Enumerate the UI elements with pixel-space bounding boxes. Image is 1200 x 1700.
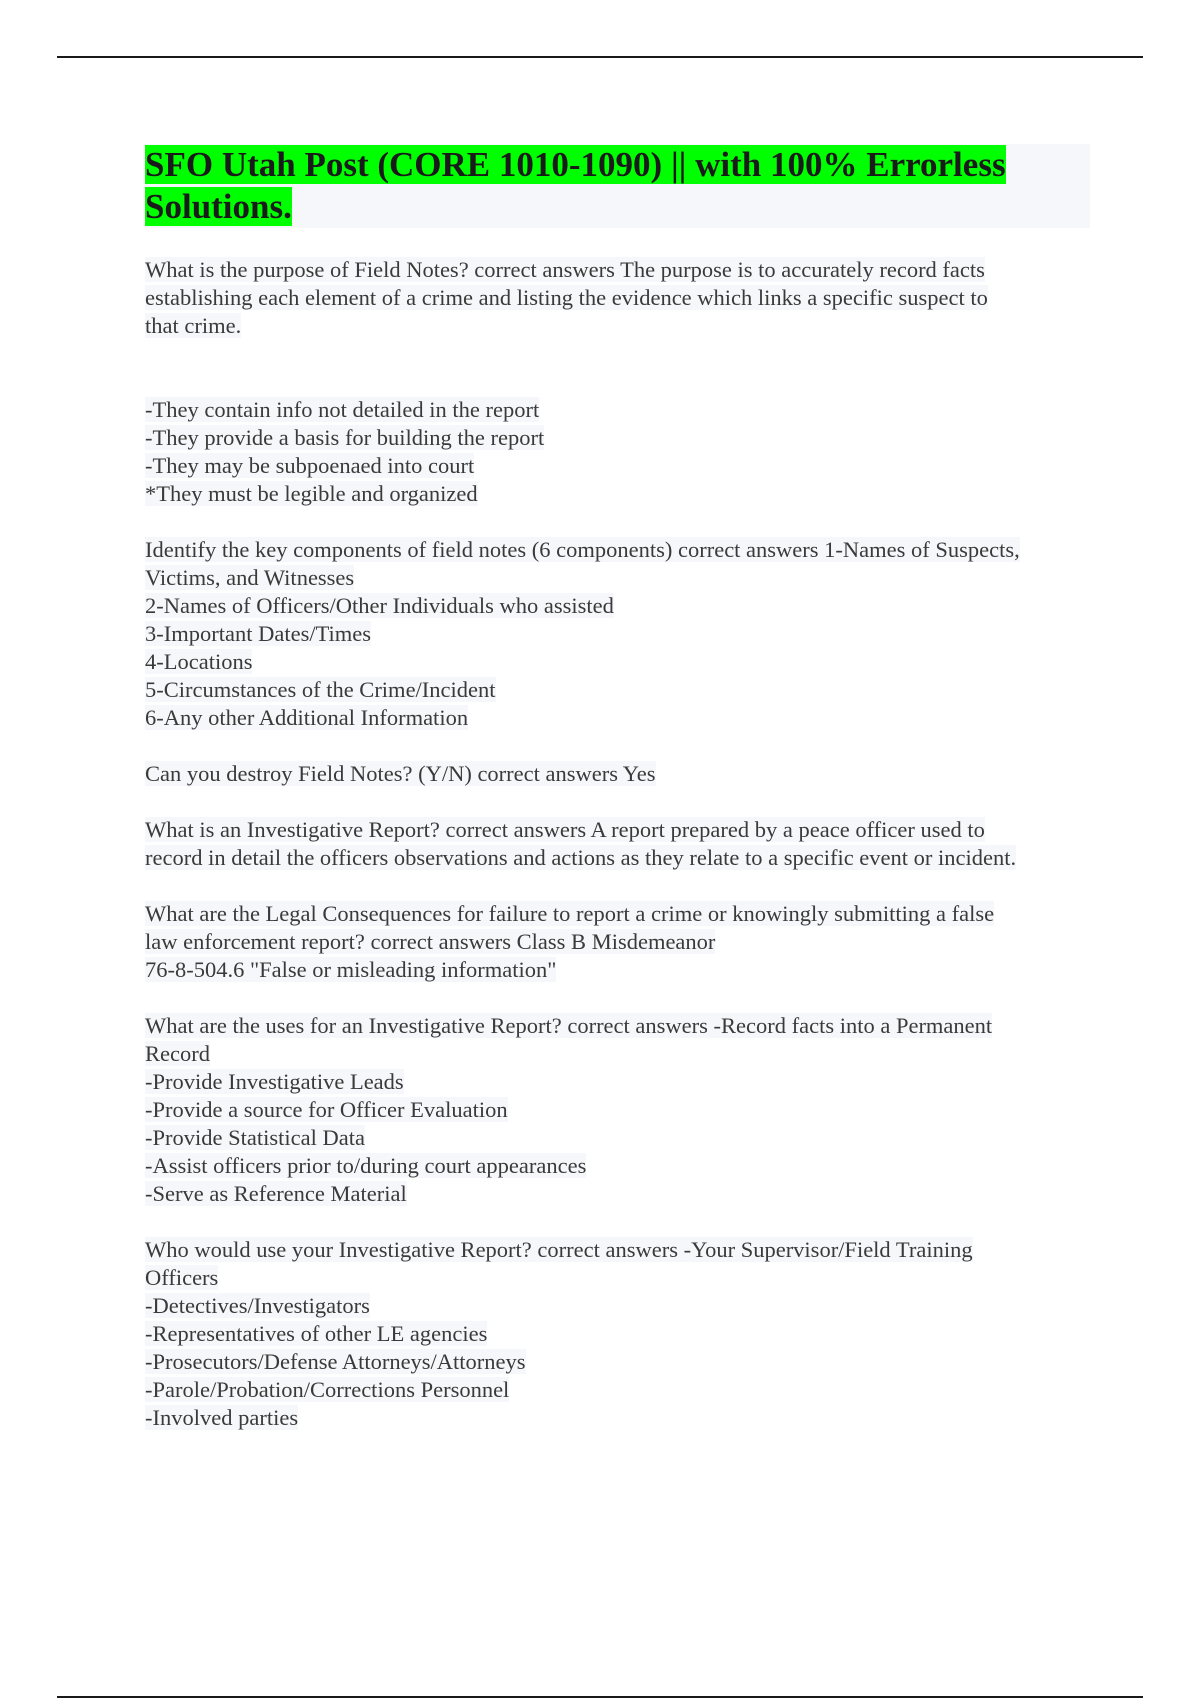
list-item: -Detectives/Investigators xyxy=(145,1293,370,1318)
list-item: -Provide a source for Officer Evaluation xyxy=(145,1097,508,1122)
field-notes-list xyxy=(145,396,1090,508)
list-item: -Parole/Probation/Corrections Personnel xyxy=(145,1377,510,1402)
text-line: Record xyxy=(145,1041,210,1066)
document-body xyxy=(145,144,1090,1460)
list-item: -Provide Investigative Leads xyxy=(145,1069,404,1094)
list-item: 3-Important Dates/Times xyxy=(145,621,372,646)
text-line: establishing each element of a crime and listing the evidence which links a specific suspect to xyxy=(145,285,988,310)
text-line: What is the purpose of Field Notes? correct answers The purpose is to accurately record facts xyxy=(145,257,985,282)
list-item: -They provide a basis for building the report xyxy=(145,425,545,450)
text-line: Victims, and Witnesses xyxy=(145,565,355,590)
list-item: -Assist officers prior to/during court appearances xyxy=(145,1153,587,1178)
text-line: record in detail the officers observations and actions as they relate to a specific event or incident. xyxy=(145,845,1017,870)
list-item: -They contain info not detailed in the report xyxy=(145,397,540,422)
list-item: -They may be subpoenaed into court xyxy=(145,453,475,478)
text-line: Identify the key components of field notes (6 components) correct answers 1-Names of Suspects, xyxy=(145,537,1020,562)
bottom-rule xyxy=(57,1696,1143,1698)
list-item: -Representatives of other LE agencies xyxy=(145,1321,488,1346)
list-item: -Prosecutors/Defense Attorneys/Attorneys xyxy=(145,1349,526,1374)
title-banner xyxy=(145,144,1090,228)
list-item: 6-Any other Additional Information xyxy=(145,705,469,730)
qa-field-notes-purpose xyxy=(145,256,1090,340)
list-item: 4-Locations xyxy=(145,649,253,674)
text-line: What are the Legal Consequences for failure to report a crime or knowingly submitting a false xyxy=(145,901,995,926)
text-line: What is an Investigative Report? correct answers A report prepared by a peace officer used to xyxy=(145,817,985,842)
text-line: Can you destroy Field Notes? (Y/N) correct answers Yes xyxy=(145,761,656,786)
list-item: -Serve as Reference Material xyxy=(145,1181,407,1206)
text-line: Who would use your Investigative Report? correct answers -Your Supervisor/Field Training xyxy=(145,1237,973,1262)
qa-report-users xyxy=(145,1236,1090,1432)
list-item: 2-Names of Officers/Other Individuals who assisted xyxy=(145,593,614,618)
text-line: Officers xyxy=(145,1265,219,1290)
text-line: What are the uses for an Investigative Report? correct answers -Record facts into a Permanent xyxy=(145,1013,993,1038)
qa-key-components xyxy=(145,536,1090,732)
list-item: -Provide Statistical Data xyxy=(145,1125,365,1150)
list-item: 5-Circumstances of the Crime/Incident xyxy=(145,677,496,702)
qa-destroy-field-notes xyxy=(145,760,1090,788)
text-line: law enforcement report? correct answers Class B Misdemeanor xyxy=(145,929,716,954)
qa-report-uses xyxy=(145,1012,1090,1208)
qa-legal-consequences xyxy=(145,900,1090,984)
top-rule xyxy=(57,56,1143,58)
list-item: -Involved parties xyxy=(145,1405,299,1430)
text-line: that crime. xyxy=(145,313,242,338)
qa-investigative-report xyxy=(145,816,1090,872)
text-line: 76-8-504.6 "False or misleading information" xyxy=(145,957,557,982)
document-title: SFO Utah Post (CORE 1010-1090) || with 100% Errorless Solutions. xyxy=(145,145,1006,226)
list-item: *They must be legible and organized xyxy=(145,481,478,506)
